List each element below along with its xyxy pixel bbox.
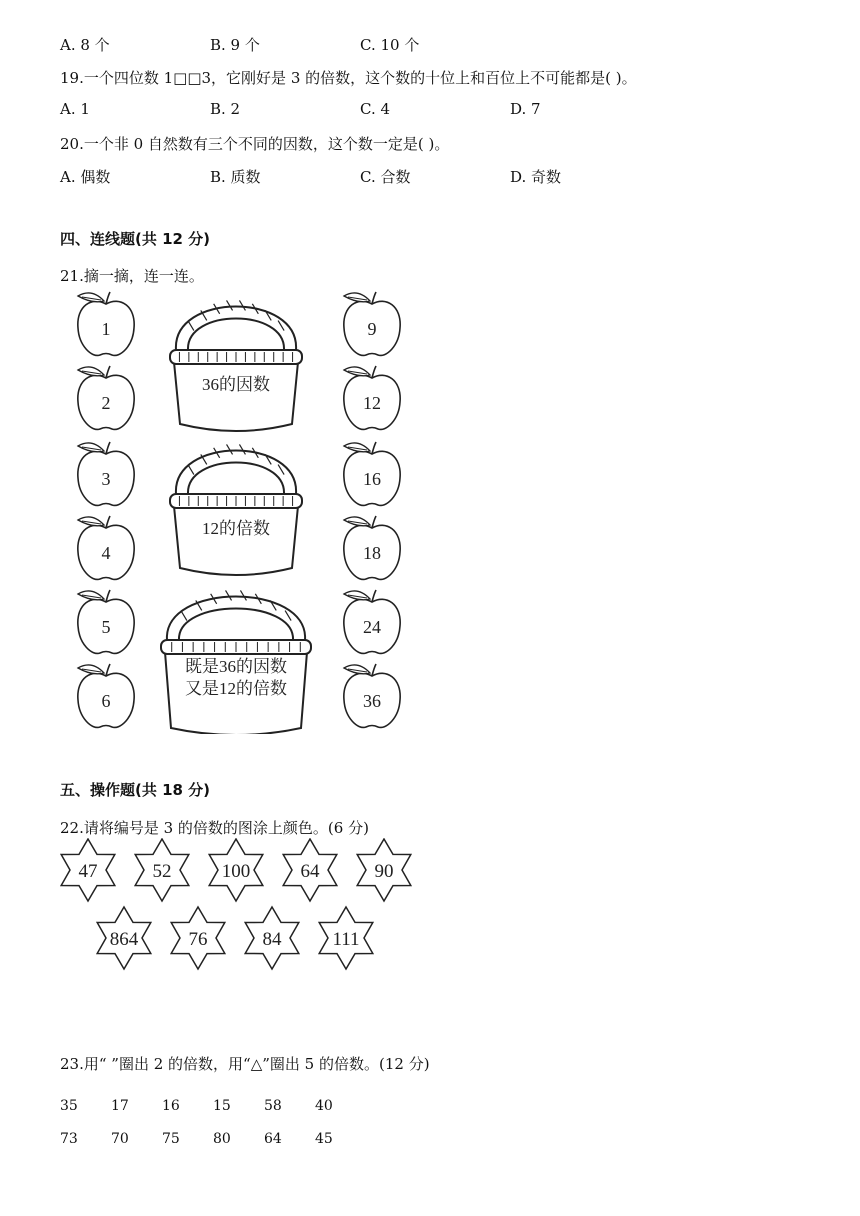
star-figure bbox=[56, 838, 426, 978]
q19-option-c: C. 4 bbox=[360, 100, 391, 118]
q23-number-40[interactable]: 40 bbox=[315, 1098, 333, 1114]
basket-36-factors[interactable] bbox=[170, 300, 302, 431]
apple-number: 12 bbox=[363, 393, 381, 413]
star-64[interactable] bbox=[283, 839, 337, 901]
apple-right-36[interactable] bbox=[344, 664, 400, 727]
star-number: 52 bbox=[152, 861, 172, 882]
apple-left-3[interactable] bbox=[78, 442, 134, 505]
apple-left-4[interactable] bbox=[78, 516, 134, 579]
apple-right-9[interactable] bbox=[344, 292, 400, 355]
star-111[interactable] bbox=[319, 907, 373, 969]
q23-number-64[interactable]: 64 bbox=[264, 1131, 282, 1147]
star-number: 84 bbox=[262, 929, 282, 950]
basket-label: 36的因数 bbox=[202, 375, 270, 394]
apple-number: 1 bbox=[101, 319, 111, 339]
q18-option-b: B. 9 个 bbox=[210, 36, 260, 54]
basket-label: 12的倍数 bbox=[202, 519, 270, 538]
section5-heading: 五、操作题(共 18 分) bbox=[60, 781, 211, 799]
star-number: 111 bbox=[332, 929, 360, 950]
q23-number-58[interactable]: 58 bbox=[264, 1098, 282, 1114]
q23-number-16[interactable]: 16 bbox=[162, 1098, 180, 1114]
q23-number-45[interactable]: 45 bbox=[315, 1131, 333, 1147]
star-number: 100 bbox=[221, 861, 251, 882]
apple-right-18[interactable] bbox=[344, 516, 400, 579]
apple-number: 36 bbox=[363, 691, 381, 711]
apple-left-2[interactable] bbox=[78, 366, 134, 429]
section4-heading: 四、连线题(共 12 分) bbox=[60, 230, 211, 248]
q23-number-75[interactable]: 75 bbox=[162, 1131, 180, 1147]
star-number: 76 bbox=[188, 929, 208, 950]
basket-label: 又是12的倍数 bbox=[185, 679, 287, 698]
star-76[interactable] bbox=[171, 907, 225, 969]
apple-right-16[interactable] bbox=[344, 442, 400, 505]
q19-option-d: D. 7 bbox=[510, 100, 541, 118]
star-number: 47 bbox=[78, 861, 98, 882]
q18-option-c: C. 10 个 bbox=[360, 36, 420, 54]
basket-both[interactable] bbox=[161, 590, 311, 734]
star-90[interactable] bbox=[357, 839, 411, 901]
apple-number: 4 bbox=[101, 543, 111, 563]
q19-option-a: A. 1 bbox=[60, 100, 90, 118]
basket-12-multiples[interactable] bbox=[170, 444, 302, 575]
q20-option-a: A. 偶数 bbox=[60, 168, 111, 186]
q20-option-d: D. 奇数 bbox=[510, 168, 562, 186]
q18-option-a: A. 8 个 bbox=[60, 36, 110, 54]
apple-right-12[interactable] bbox=[344, 366, 400, 429]
q23-text: 23.用“ ”圈出 2 的倍数，用“△”圈出 5 的倍数。(12 分) bbox=[60, 1055, 430, 1073]
star-number: 864 bbox=[109, 929, 139, 950]
apple-number: 24 bbox=[363, 617, 381, 637]
star-47[interactable] bbox=[61, 839, 115, 901]
q23-number-73[interactable]: 73 bbox=[60, 1131, 78, 1147]
basket-label: 既是36的因数 bbox=[185, 657, 287, 676]
apple-number: 5 bbox=[101, 617, 111, 637]
q23-number-70[interactable]: 70 bbox=[111, 1131, 129, 1147]
q23-number-17[interactable]: 17 bbox=[111, 1098, 129, 1114]
q20-option-b: B. 质数 bbox=[210, 168, 261, 186]
q19-text: 19.一个四位数 1□□3，它刚好是 3 的倍数，这个数的十位上和百位上不可能都是( )。 bbox=[60, 69, 637, 87]
q19-option-b: B. 2 bbox=[210, 100, 241, 118]
q23-number-80[interactable]: 80 bbox=[213, 1131, 231, 1147]
apple-left-6[interactable] bbox=[78, 664, 134, 727]
apple-left-5[interactable] bbox=[78, 590, 134, 653]
apple-number: 16 bbox=[363, 469, 381, 489]
apple-number: 9 bbox=[367, 319, 377, 339]
q21-text: 21.摘一摘，连一连。 bbox=[60, 267, 204, 285]
q23-number-35[interactable]: 35 bbox=[60, 1098, 78, 1114]
star-100[interactable] bbox=[209, 839, 263, 901]
apple-number: 3 bbox=[101, 469, 111, 489]
q20-option-c: C. 合数 bbox=[360, 168, 411, 186]
apple-right-24[interactable] bbox=[344, 590, 400, 653]
star-number: 64 bbox=[300, 861, 320, 882]
q23-number-15[interactable]: 15 bbox=[213, 1098, 231, 1114]
apple-basket-figure bbox=[64, 288, 410, 734]
apple-number: 2 bbox=[101, 393, 111, 413]
q22-text: 22.请将编号是 3 的倍数的图涂上颜色。(6 分) bbox=[60, 819, 369, 837]
q20-text: 20.一个非 0 自然数有三个不同的因数，这个数一定是( )。 bbox=[60, 135, 450, 153]
star-864[interactable] bbox=[97, 907, 151, 969]
star-84[interactable] bbox=[245, 907, 299, 969]
apple-number: 18 bbox=[363, 543, 381, 563]
apple-number: 6 bbox=[101, 691, 111, 711]
apple-left-1[interactable] bbox=[78, 292, 134, 355]
star-52[interactable] bbox=[135, 839, 189, 901]
star-number: 90 bbox=[374, 861, 394, 882]
